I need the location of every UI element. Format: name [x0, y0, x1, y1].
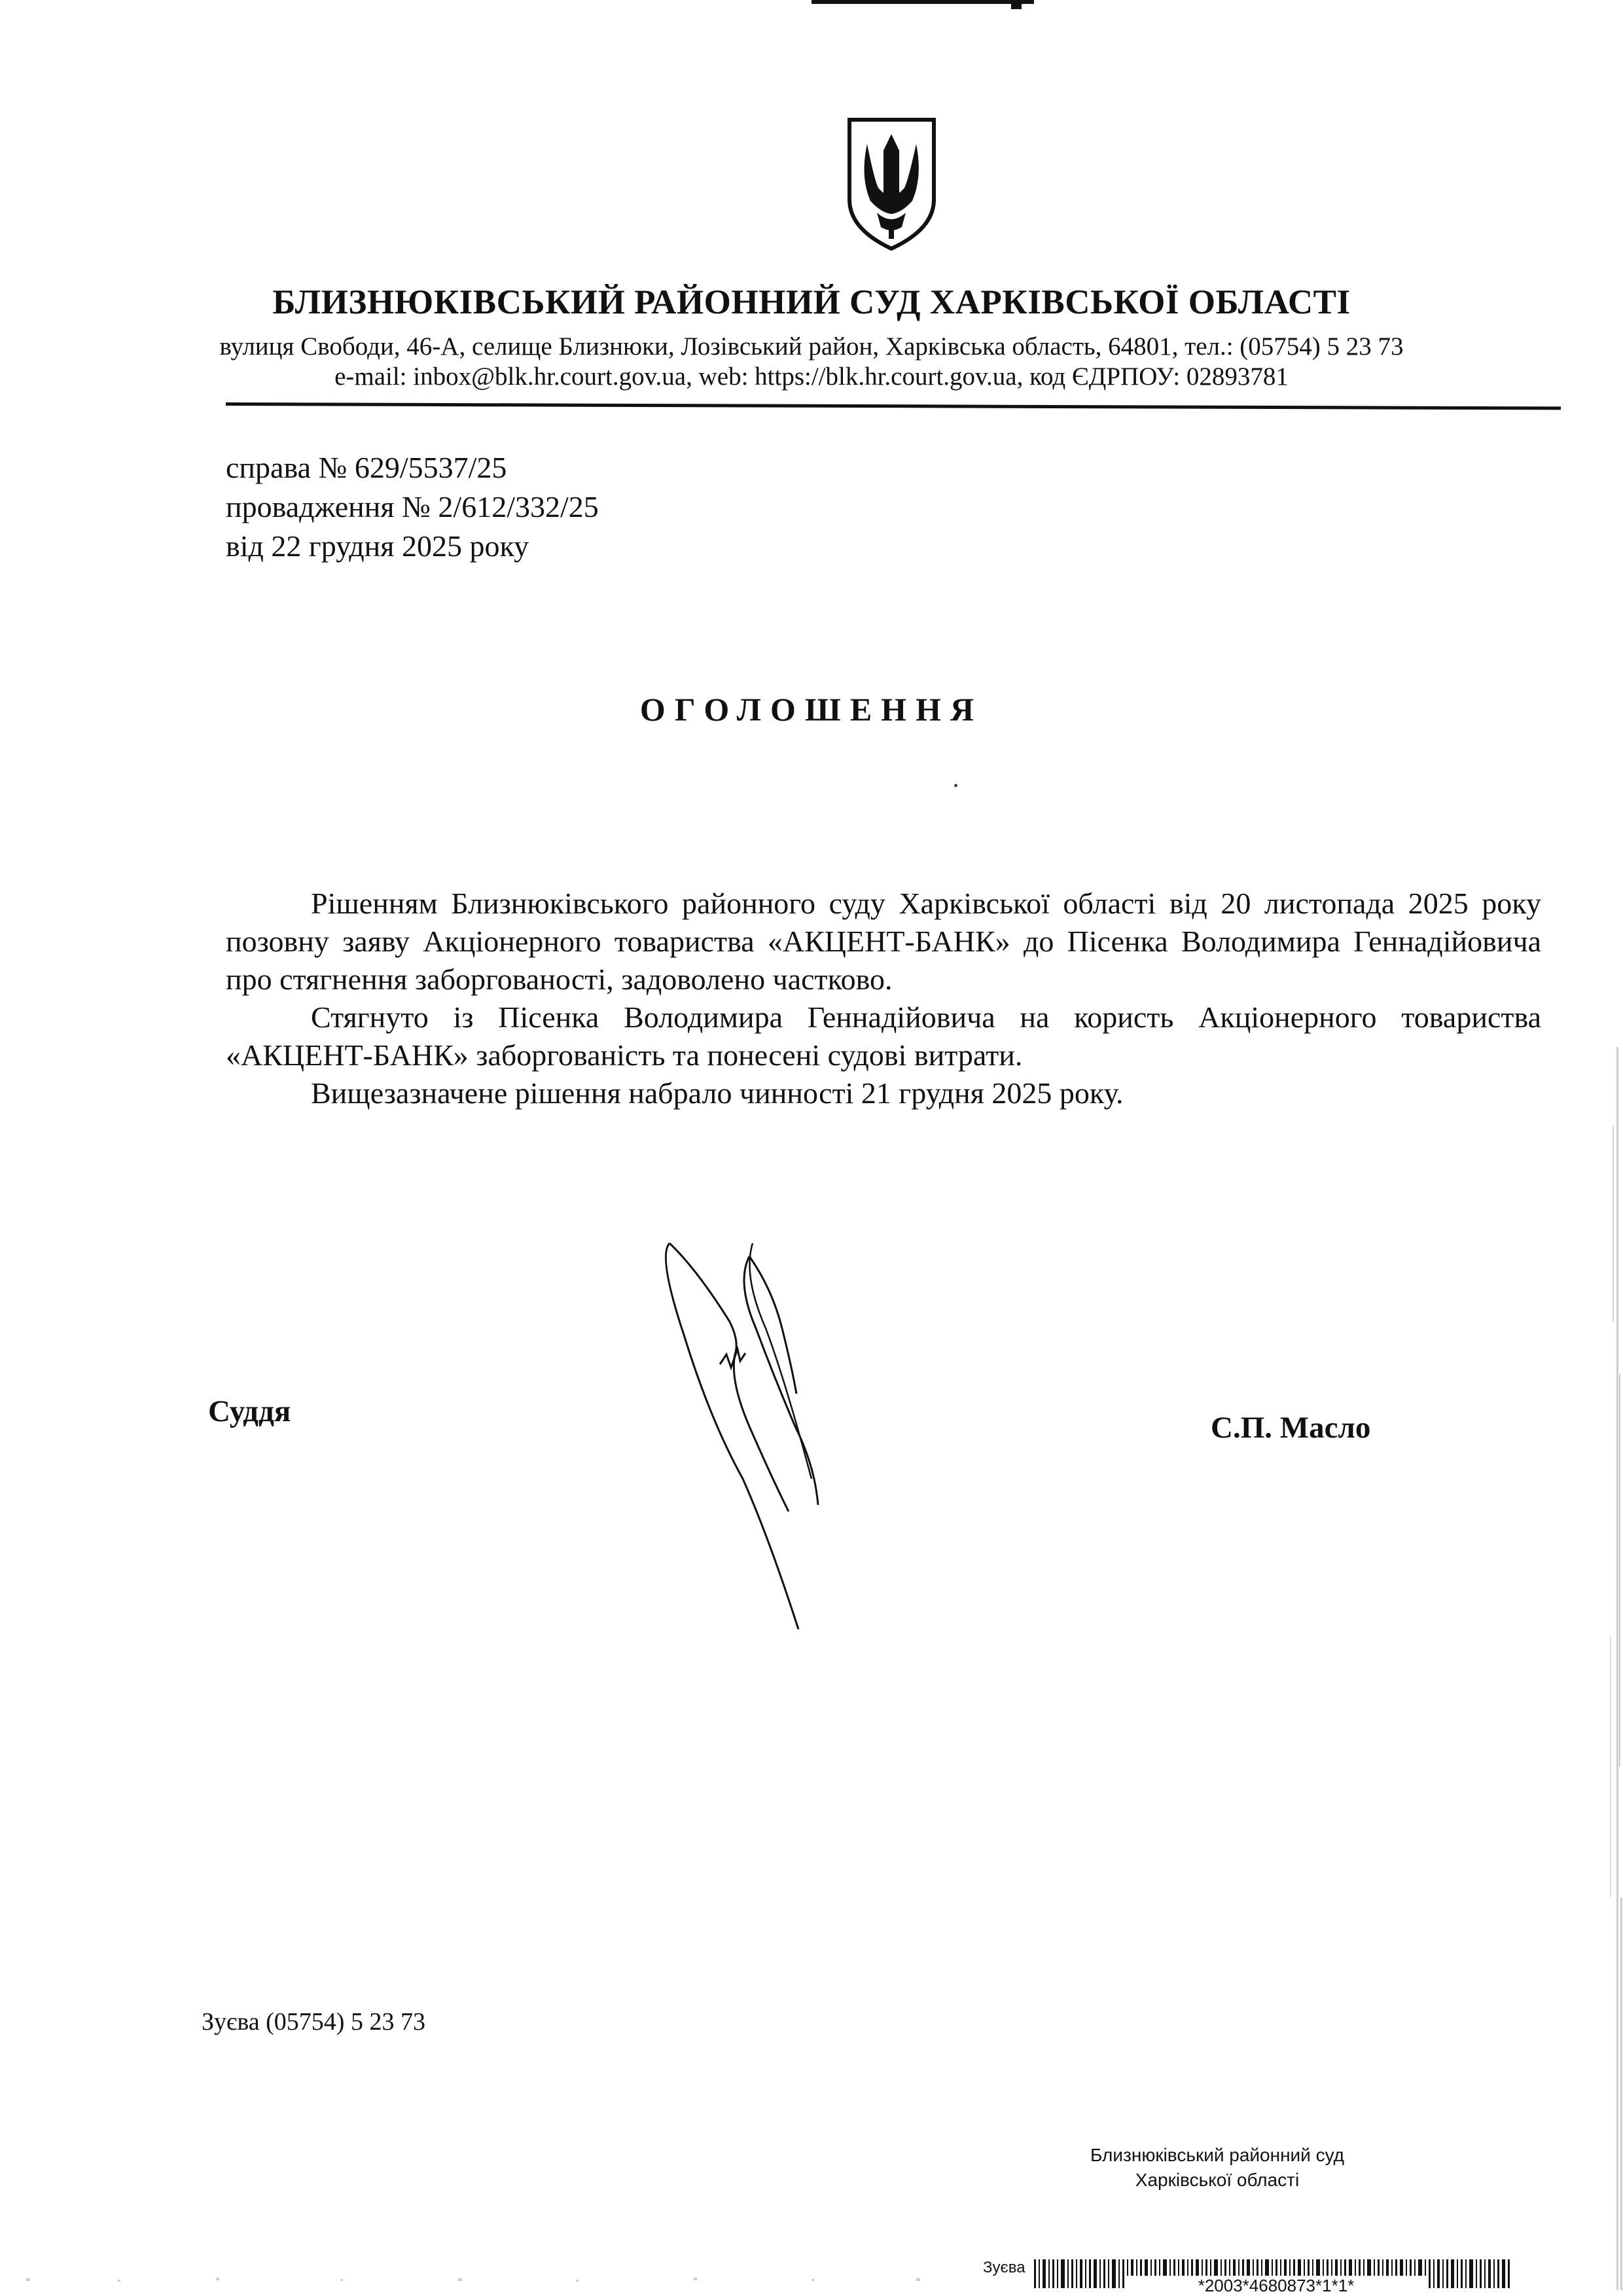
judge-name: С.П. Масло: [1211, 1411, 1371, 1445]
court-contacts: e-mail: inbox@blk.hr.court.gov.ua, web: https://blk.hr.court.gov.ua, код ЄДРПОУ: 02893781: [334, 362, 1289, 391]
executor-contact: Зуєва (05754) 5 23 73: [202, 2008, 425, 2036]
announcement-body: [226, 885, 1541, 1112]
registry-stamp-org: Близнюківський районний суд: [1090, 2145, 1345, 2165]
scan-bottom-noise: [0, 2276, 1623, 2285]
document-date: від 22 грудня 2025 року: [226, 529, 529, 563]
court-address: вулиця Свободи, 46-А, селище Близнюки, Лозівський район, Харківська область, 64801, тел.: (05754) 5 23 73: [219, 332, 1404, 361]
registry-stamp-region: Харківської області: [1135, 2170, 1300, 2190]
scan-artifact-top: [812, 0, 1034, 4]
judge-position: Суддя: [208, 1394, 291, 1428]
court-name: БЛИЗНЮКІВСЬКИЙ РАЙОННИЙ СУД ХАРКІВСЬКОЇ ОБЛАСТІ: [272, 283, 1351, 321]
announcement-paragraph: Рішенням Близнюківського районного суду Харківської області від 20 листопада 2025 року позовну заяву Акціонерного товариства «АКЦЕНТ-БАНК» до Пісенка Володимира Геннадійовича про стягнення заборгованості, задоволено частково.: [226, 887, 1541, 996]
trident-emblem-icon: [844, 115, 939, 252]
barcode-number: *2003*4680873*1*1*: [1126, 2276, 1427, 2296]
header-divider: [226, 402, 1561, 410]
scan-edge-noise: [1597, 1047, 1623, 2290]
document-title: ОГОЛОШЕННЯ: [639, 691, 984, 728]
announcement-paragraph: Стягнуто із Пісенка Володимира Геннадійовича на користь Акціонерного товариства «АКЦЕНТ-БАНК» заборгованість та понесені судові витрати.: [226, 1000, 1541, 1072]
scan-artifact-top-mark: [1011, 0, 1022, 9]
barcode-executor: Зуєва: [983, 2259, 1026, 2276]
proceeding-number: провадження № 2/612/332/25: [226, 490, 599, 523]
judge-signature: [658, 1230, 847, 1649]
announcement-paragraph: Вищезазначене рішення набрало чинності 21 грудня 2025 року.: [311, 1076, 1124, 1110]
scan-speck: [954, 784, 957, 787]
case-number: справа № 629/5537/25: [226, 451, 507, 484]
